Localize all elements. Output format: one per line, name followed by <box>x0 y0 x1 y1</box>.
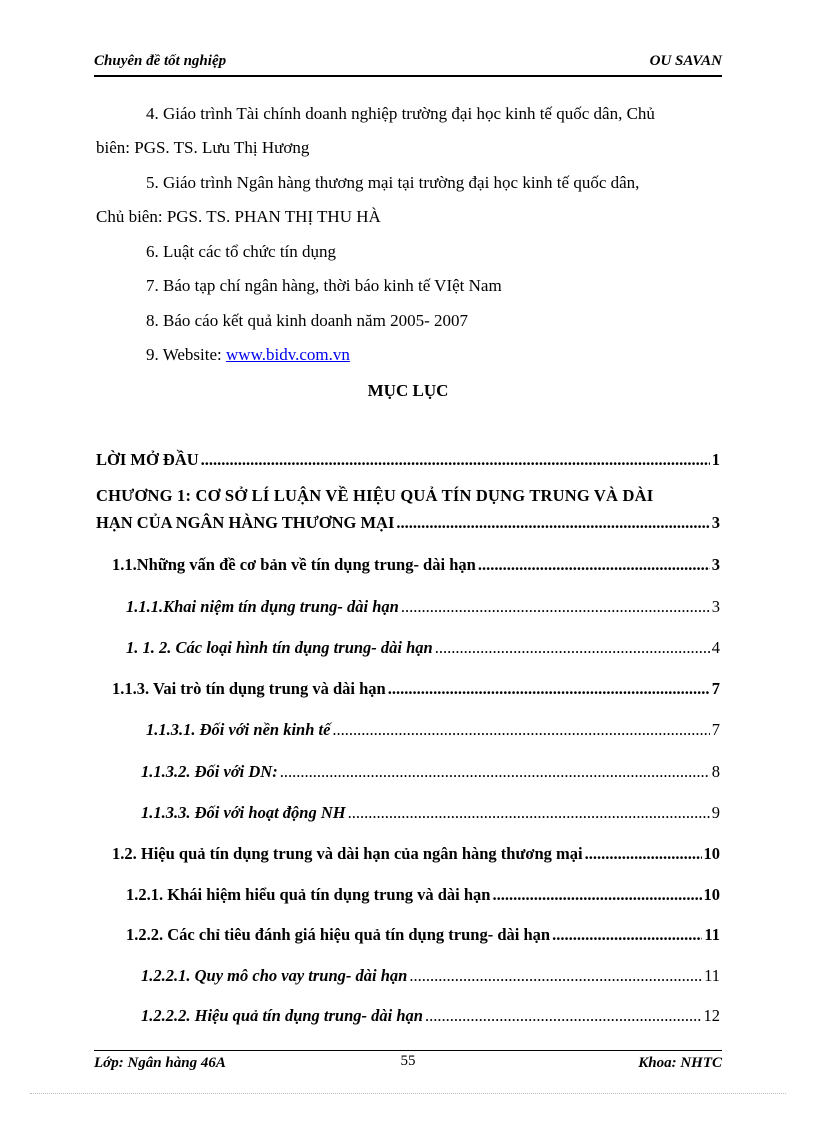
reference-4-line2: biên: PGS. TS. Lưu Thị Hương <box>96 138 310 157</box>
page-footer <box>94 1050 722 1075</box>
reference-7: 7. Báo tạp chí ngân hàng, thời báo kinh tế VIệt Nam <box>146 276 502 295</box>
toc-entry[interactable]: 1.2.2.2. Hiệu quả tín dụng trung- dài hạn ..... 12 <box>141 1006 720 1026</box>
toc-entry[interactable]: 1.1.3.1. Đối với nền kinh tế ..... 7 <box>146 720 720 740</box>
toc-entry[interactable]: LỜI MỞ ĐẦU ..... 1 <box>96 450 720 470</box>
reference-5-line1: 5. Giáo trình Ngân hàng thương mại tại trường đại học kinh tế quốc dân, <box>146 173 640 192</box>
footer-left: Lớp: Ngân hàng 46A <box>94 1055 226 1071</box>
reference-4-line1: 4. Giáo trình Tài chính doanh nghiệp trường đại học kinh tế quốc dân, Chủ <box>146 104 655 123</box>
toc-entry[interactable]: 1.1.Những vấn đề cơ bản về tín dụng trung- dài hạn ..... 3 <box>112 555 720 575</box>
reference-8: 8. Báo cáo kết quả kinh doanh năm 2005- 2007 <box>146 311 468 330</box>
toc-entry[interactable]: 1.1.3.3. Đối với hoạt động NH ..... 9 <box>141 803 720 823</box>
header-left: Chuyên đề tốt nghiệp <box>94 53 227 69</box>
toc-entry[interactable]: 1.2.2.1. Quy mô cho vay trung- dài hạn ..... 11 <box>141 966 720 986</box>
toc-entry[interactable]: 1.2.1. Khái hiệm hiểu quả tín dụng trung và dài hạn ..... 10 <box>126 885 720 905</box>
toc-entry[interactable]: HẠN CỦA NGÂN HÀNG THƯƠNG MẠI ..... 3 <box>96 513 720 533</box>
header-right: OU SAVAN <box>649 53 722 69</box>
reference-6: 6. Luật các tổ chức tín dụng <box>146 242 337 261</box>
toc-chapter-line1: CHƯƠNG 1: CƠ SỞ LÍ LUẬN VỀ HIỆU QUẢ TÍN DỤNG TRUNG VÀ DÀI <box>96 486 654 505</box>
page-header <box>94 53 722 77</box>
reference-9-prefix: 9. Website: <box>146 345 227 364</box>
toc-entry[interactable]: 1.1.1.Khai niệm tín dụng trung- dài hạn ..... 3 <box>126 597 720 617</box>
reference-9 <box>146 345 770 365</box>
toc-entry[interactable]: 1.2.2. Các chỉ tiêu đánh giá hiệu quả tín dụng trung- dài hạn ..... 11 <box>126 925 720 945</box>
toc-entry[interactable]: 1.1.3. Vai trò tín dụng trung và dài hạn ..... 7 <box>112 679 720 699</box>
page-number: 55 <box>400 1053 416 1069</box>
website-link[interactable]: www.bidv.com.vn <box>226 345 350 364</box>
page-bottom-edge <box>30 1093 786 1094</box>
toc-entry[interactable]: 1.2. Hiệu quả tín dụng trung và dài hạn của ngân hàng thương mại ..... 10 <box>112 844 720 864</box>
toc-entry[interactable]: 1.1.3.2. Đối với DN: ..... 8 <box>141 762 720 782</box>
reference-5-line2: Chủ biên: PGS. TS. PHAN THỊ THU HÀ <box>96 207 381 226</box>
toc-title: MỤC LỤC <box>367 381 449 400</box>
footer-right: Khoa: NHTC <box>638 1055 722 1071</box>
toc-entry[interactable]: 1. 1. 2. Các loại hình tín dụng trung- dài hạn ..... 4 <box>126 638 720 658</box>
